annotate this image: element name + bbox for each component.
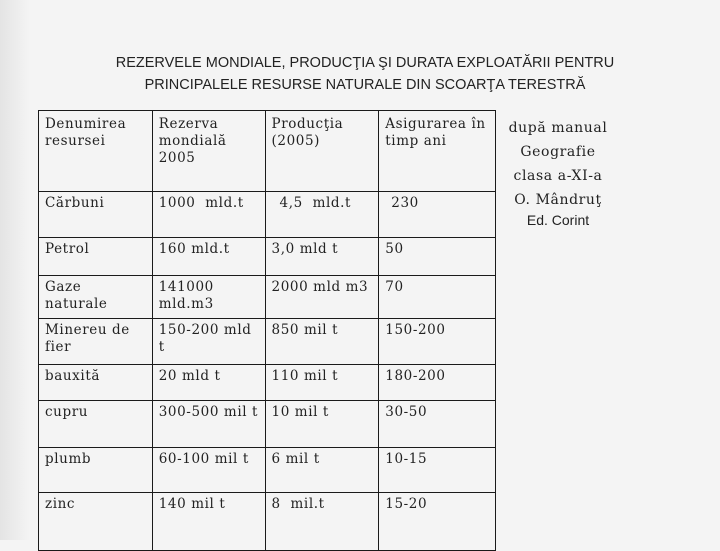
table-row (39, 493, 496, 551)
source-author: O. Mândruţ (514, 192, 602, 208)
table-row (39, 365, 496, 401)
page-title (60, 52, 670, 96)
table-row (39, 319, 496, 365)
header-world-reserve: Rezerva mondială 2005 (152, 111, 265, 192)
source-line-2: Geografie (520, 144, 596, 160)
table-row (39, 401, 496, 448)
source-line-3: clasa a-XI-a (513, 168, 603, 184)
source-line-1: după manual (508, 120, 608, 136)
header-resource-name: Denumirea resursei (39, 111, 153, 192)
cell-duration: 150-200 (379, 319, 496, 365)
cell-duration: 180-200 (379, 365, 496, 401)
cell-reserve: 160 mld.t (152, 238, 265, 276)
header-production: Producţia (2005) (265, 111, 379, 192)
source-publisher: Ed. Corint (526, 212, 590, 228)
cell-production: 2000 mld m3 (265, 276, 379, 319)
cell-resource: cupru (39, 401, 153, 448)
title-line-2: PRINCIPALELE RESURSE NATURALE DIN SCOARŢA TERESTRĂ (144, 77, 586, 93)
cell-resource: Minereu de fier (39, 319, 153, 365)
cell-reserve: 140 mil t (152, 493, 265, 551)
header-duration: Asigurarea în timp ani (379, 111, 496, 192)
cell-production: 3,0 mld t (265, 238, 379, 276)
cell-reserve: 141000 mld.m3 (152, 276, 265, 319)
table-row (39, 448, 496, 493)
cell-duration: 10-15 (379, 448, 496, 493)
cell-resource: Petrol (39, 238, 153, 276)
source-citation (497, 116, 619, 229)
cell-duration: 70 (379, 276, 496, 319)
table-header-row (39, 111, 496, 192)
cell-reserve: 60-100 mil t (152, 448, 265, 493)
title-line-1: REZERVELE MONDIALE, PRODUCŢIA ŞI DURATA EXPLOATĂRII PENTRU (115, 55, 615, 71)
table-row (39, 276, 496, 319)
cell-production: 110 mil t (265, 365, 379, 401)
cell-production: 8 mil.t (265, 493, 379, 551)
cell-reserve: 300-500 mil t (152, 401, 265, 448)
table-row (39, 238, 496, 276)
cell-production: 6 mil t (265, 448, 379, 493)
cell-reserve: 20 mld t (152, 365, 265, 401)
cell-resource: plumb (39, 448, 153, 493)
cell-duration: 50 (379, 238, 496, 276)
cell-duration: 15-20 (379, 493, 496, 551)
cell-duration: 30-50 (379, 401, 496, 448)
cell-resource: zinc (39, 493, 153, 551)
cell-reserve: 150-200 mld t (152, 319, 265, 365)
cell-duration: 230 (379, 192, 496, 238)
cell-resource: Cărbuni (39, 192, 153, 238)
table-row (39, 192, 496, 238)
cell-production: 850 mil t (265, 319, 379, 365)
decorative-side-band (0, 0, 30, 540)
cell-resource: Gaze naturale (39, 276, 153, 319)
resources-table (38, 110, 496, 551)
cell-production: 4,5 mld.t (265, 192, 379, 238)
cell-resource: bauxită (39, 365, 153, 401)
cell-production: 10 mil t (265, 401, 379, 448)
cell-reserve: 1000 mld.t (152, 192, 265, 238)
